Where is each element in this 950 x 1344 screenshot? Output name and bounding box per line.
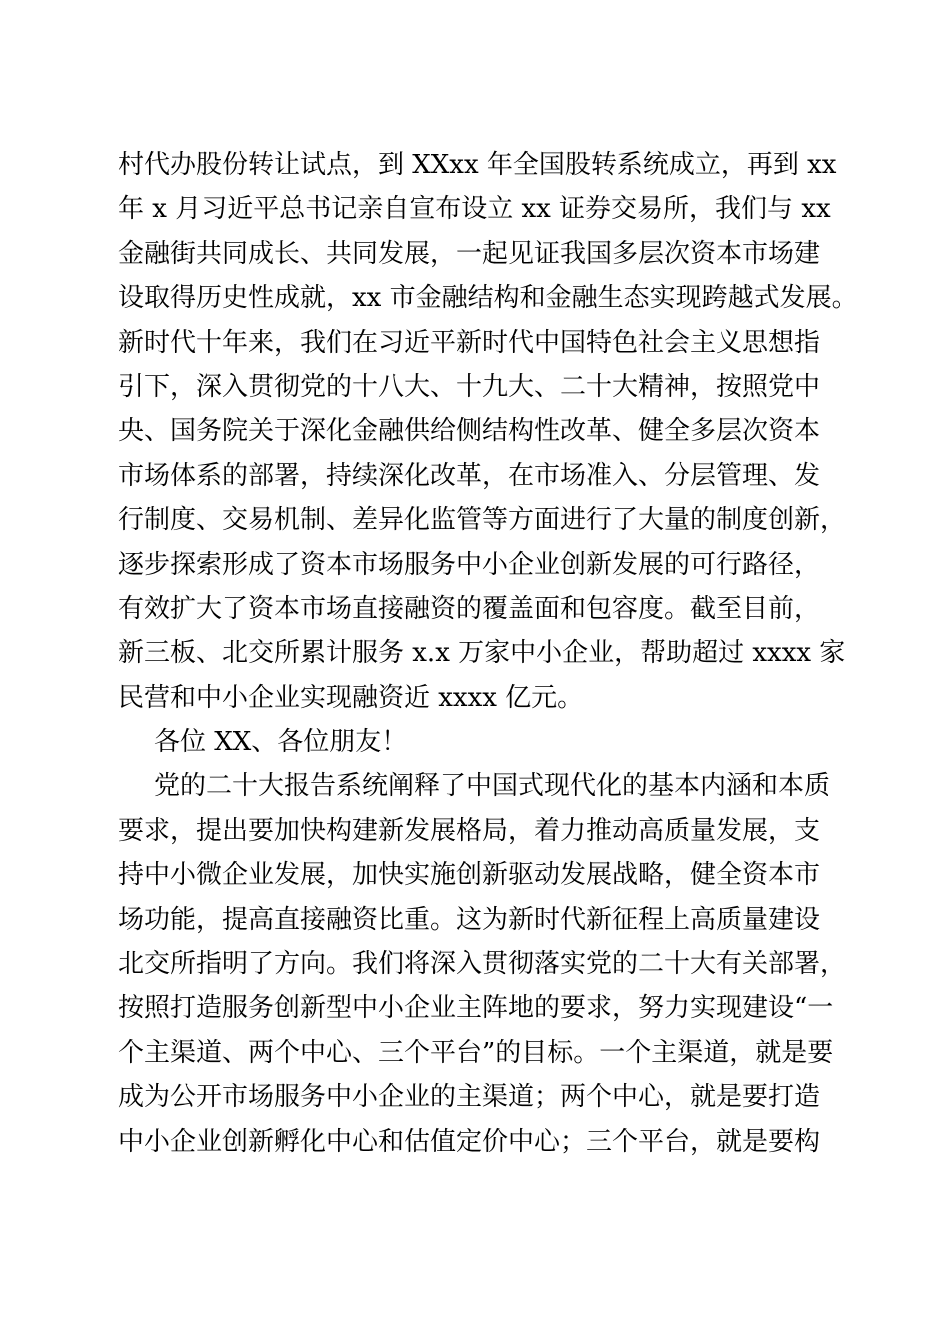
text-line: 市场体系的部署，持续深化改革，在市场准入、分层管理、发 xyxy=(118,460,821,491)
text-line: 北交所指明了方向。我们将深入贯彻落实党的二十大有关部署， xyxy=(118,949,847,980)
text-line: 有效扩大了资本市场直接融资的覆盖面和包容度。截至目前， xyxy=(118,593,821,624)
text-line: 中小企业创新孵化中心和估值定价中心；三个平台，就是要构 xyxy=(118,1126,821,1157)
text-line: 行制度、交易机制、差异化监管等方面进行了大量的制度创新， xyxy=(118,505,847,536)
text-line: 成为公开市场服务中小企业的主渠道；两个中心，就是要打造 xyxy=(118,1082,821,1113)
text-line: 央、国务院关于深化金融供给侧结构性改革、健全多层次资本 xyxy=(118,416,821,447)
text-line: 村代办股份转让试点，到 XXxx 年全国股转系统成立，再到 xx xyxy=(118,150,837,180)
text-line: 民营和中小企业实现融资近 xxxx 亿元。 xyxy=(118,682,584,713)
text-line: 场功能，提高直接融资比重。这为新时代新征程上高质量建设 xyxy=(118,904,821,935)
text-line: 党的二十大报告系统阐释了中国式现代化的基本内涵和本质 xyxy=(154,771,831,802)
text-line: 个主渠道、两个中心、三个平台”的目标。一个主渠道，就是要 xyxy=(118,1037,834,1068)
text-line: 新三板、北交所累计服务 x.x 万家中小企业，帮助超过 xxxx 家 xyxy=(118,638,846,669)
text-line: 设取得历史性成就，xx 市金融结构和金融生态实现跨越式发展。 xyxy=(118,283,858,314)
text-line: 要求，提出要加快构建新发展格局，着力推动高质量发展，支 xyxy=(118,815,821,846)
greeting-line: 各位 XX、各位朋友！ xyxy=(154,727,408,758)
text-line: 按照打造服务创新型中小企业主阵地的要求，努力实现建设“一 xyxy=(118,993,834,1024)
text-line: 年 x 月习近平总书记亲自宣布设立 xx 证券交易所，我们与 xx xyxy=(118,194,831,225)
text-line: 逐步探索形成了资本市场服务中小企业创新发展的可行路径， xyxy=(118,549,821,580)
text-line: 金融街共同成长、共同发展，一起见证我国多层次资本市场建 xyxy=(118,238,821,269)
text-line: 新时代十年来，我们在习近平新时代中国特色社会主义思想指 xyxy=(118,327,821,358)
document-body xyxy=(118,143,858,1164)
text-line: 引下，深入贯彻党的十八大、十九大、二十大精神，按照党中 xyxy=(118,371,821,402)
text-line: 持中小微企业发展，加快实施创新驱动发展战略，健全资本市 xyxy=(118,860,821,891)
